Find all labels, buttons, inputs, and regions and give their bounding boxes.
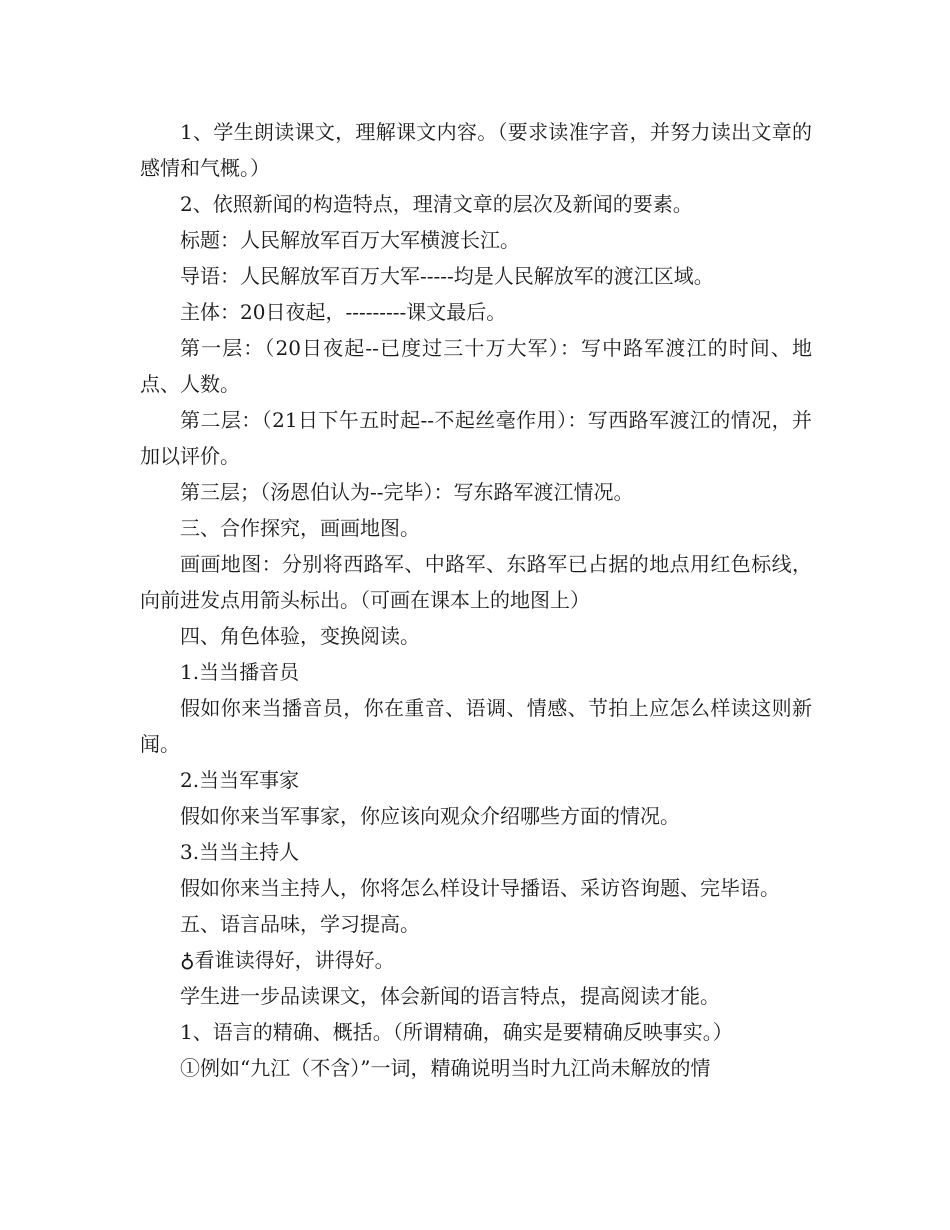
paragraph-military: 假如你来当军事家，你应该向观众介绍哪些方面的情况。 [180,804,680,828]
paragraph-lead: 导语：人民解放军百万大军-----均是人民解放军的渡江区域。 [180,264,714,288]
subheading-announcer: 1.当当播音员 [180,660,300,684]
document-body [140,114,812,1086]
section-heading-5: 五、语言品味，学习提高。 [180,912,420,936]
paragraph-layer-3: 第三层；（汤恩伯认为--完毕）：写东路军渡江情况。 [180,480,634,504]
paragraph-example: ①例如“九江（不含）”一词，精确说明当时九江尚未解放的情 [180,1056,711,1080]
paragraph-2: 2、依照新闻的构造特点，理清文章的层次及新闻的要素。 [180,192,693,216]
paragraph-accuracy: 1、语言的精确、概括。（所谓精确，确实是要精确反映事实。） [180,1020,733,1044]
paragraph-layer-2: 第二层：（21日下午五时起--不起丝毫作用）：写西路军渡江的情况，并加以评价。 [140,408,812,468]
paragraph-read-well: ♁看谁读得好，讲得好。 [180,948,395,972]
paragraph-host: 假如你来当主持人，你将怎么样设计导播语、采访咨询题、完毕语。 [180,876,780,900]
subheading-host: 3.当当主持人 [180,840,300,864]
paragraph-body: 主体：20日夜起，---------课文最后。 [180,300,507,324]
paragraph-1: 1、学生朗读课文，理解课文内容。（要求读准字音，并努力读出文章的感情和气概。） [140,120,812,180]
paragraph-study: 学生进一步品读课文，体会新闻的语言特点，提高阅读才能。 [180,984,720,1008]
section-heading-3: 三、合作探究，画画地图。 [180,516,420,540]
paragraph-map: 画画地图：分别将西路军、中路军、东路军已占据的地点用红色标线，向前进发点用箭头标出。（可画在课本上的地图上） [140,552,812,612]
paragraph-title: 标题：人民解放军百万大军横渡长江。 [180,228,520,252]
paragraph-announcer: 假如你来当播音员，你在重音、语调、情感、节拍上应怎么样读这则新闻。 [140,696,812,756]
subheading-military: 2.当当军事家 [180,768,300,792]
paragraph-layer-1: 第一层：（20日夜起--已度过三十万大军）：写中路军渡江的时间、地点、人数。 [140,336,812,396]
section-heading-4: 四、角色体验，变换阅读。 [180,624,420,648]
